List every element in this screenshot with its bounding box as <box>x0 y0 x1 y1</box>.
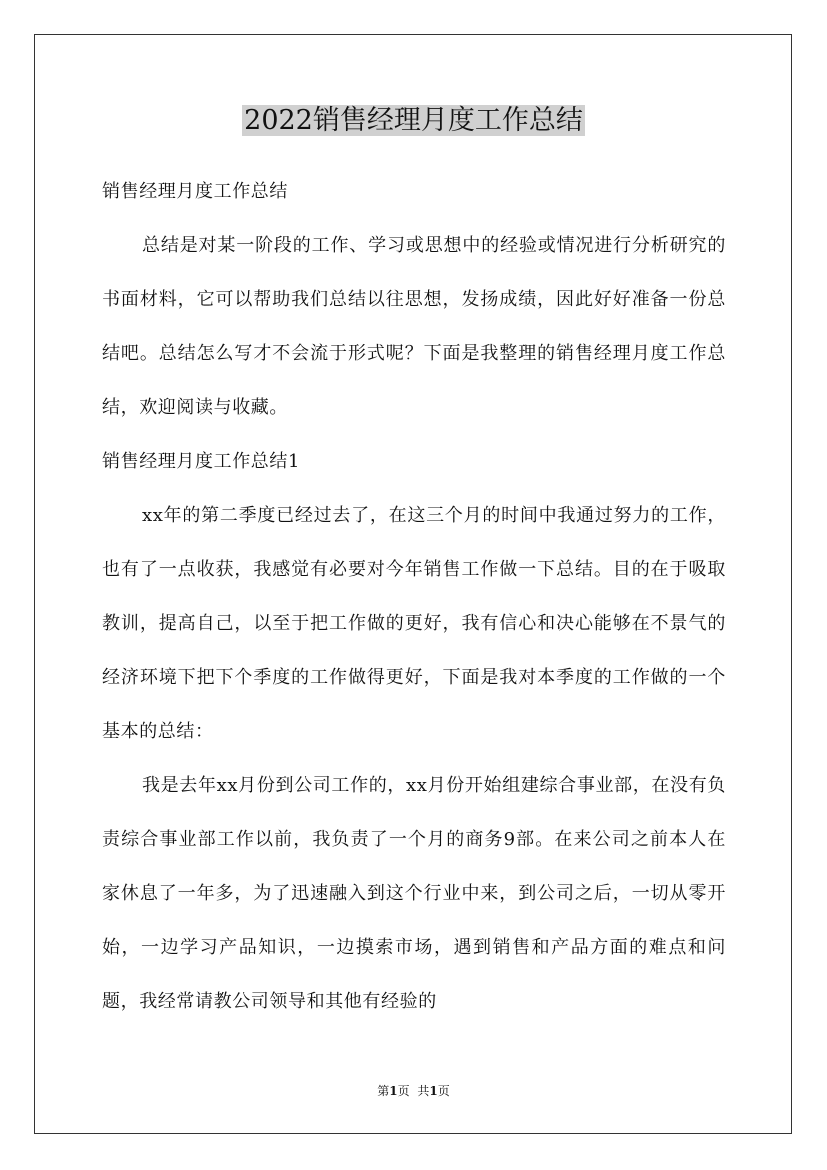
paragraph-intro: 总结是对某一阶段的工作、学习或思想中的经验或情况进行分析研究的书面材料，它可以帮助我们总结以往思想，发扬成绩，因此好好准备一份总结吧。总结怎么写才不会流于形式呢？下面是我整理的销售经理月度工作总结，欢迎阅读与收藏。 <box>102 235 726 418</box>
paragraph-heading: 销售经理月度工作总结 <box>102 181 288 202</box>
footer-total-suffix: 页 <box>437 1084 450 1098</box>
footer-page-prefix: 第 <box>377 1084 390 1098</box>
document-title-text: 2022销售经理月度工作总结 <box>244 105 583 136</box>
footer-page-suffix: 页 <box>397 1084 410 1098</box>
footer-total-prefix: 共 <box>417 1084 430 1098</box>
footer-page-number: 1 <box>389 1084 398 1098</box>
paragraph-body: xx年的第二季度已经过去了，在这三个月的时间中我通过努力的工作，也有了一点收获，我感觉有必要对今年销售工作做一下总结。目的在于吸取教训，提高自己，以至于把工作做的更好，我有信心和决心能够在不景气的经济环境下把下个季度的工作做得更好，下面是我对本季度的工作做的一个基本的总结： <box>102 505 726 742</box>
paragraph-section-heading: 销售经理月度工作总结1 <box>102 451 301 472</box>
document-body <box>102 165 726 1029</box>
paragraph-body: 我是去年xx月份到公司工作的，xx月份开始组建综合事业部，在没有负责综合事业部工作以前，我负责了一个月的商务9部。在来公司之前本人在家休息了一年多，为了迅速融入到这个行业中来，到公司之后，一切从零开始，一边学习产品知识，一边摸索市场，遇到销售和产品方面的难点和问题，我经常请教公司领导和其他有经验的 <box>102 775 726 1012</box>
document-title <box>0 98 827 144</box>
page-footer <box>0 1081 827 1101</box>
footer-total-number: 1 <box>429 1084 438 1098</box>
